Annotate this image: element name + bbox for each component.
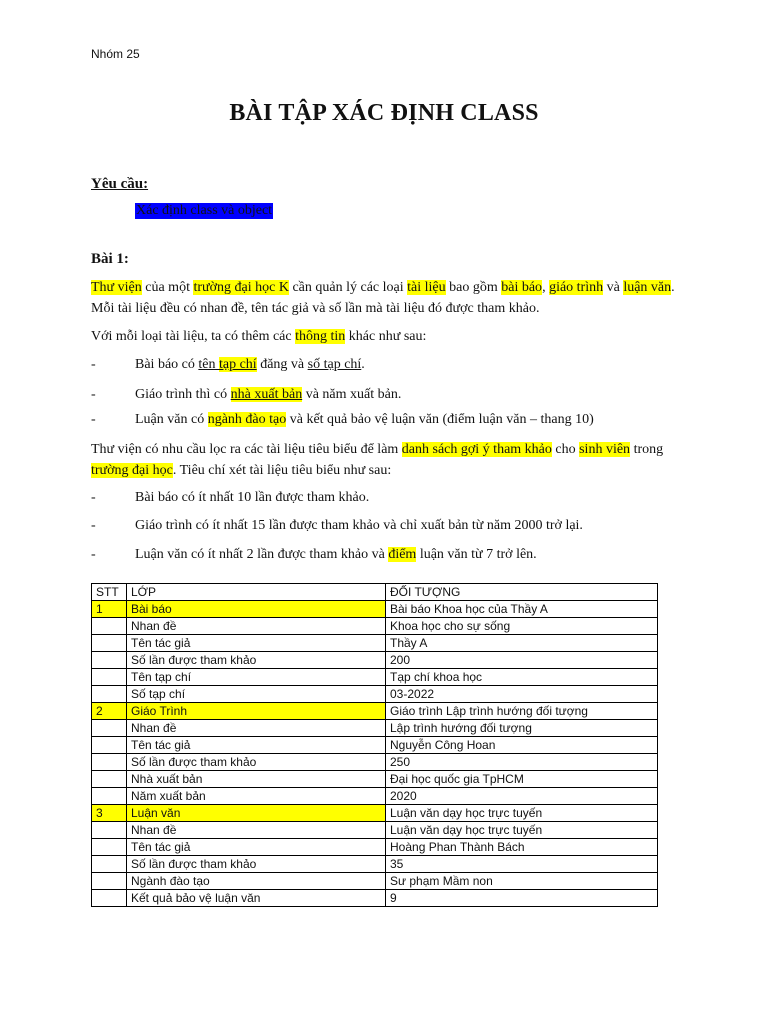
text-span: Luận văn có ít nhất 2 lần được tham khảo và <box>135 547 389 562</box>
text-span: . Tiêu chí xét tài liệu tiêu biểu như sau: <box>172 463 392 478</box>
table-cell <box>92 873 127 890</box>
text-span: . <box>361 357 365 372</box>
text-span: Bài báo có ít nhất 10 lần được tham khảo. <box>135 490 370 505</box>
requirement-item: Xác định class và object <box>136 203 273 218</box>
table-cell: Hoàng Phan Thành Bách <box>386 839 658 856</box>
paragraph-intro <box>91 277 681 319</box>
table-cell <box>92 788 127 805</box>
table-cell: Số lần được tham khảo <box>127 652 386 669</box>
text-span: Thư viện có nhu cầu lọc ra các tài liệu tiêu biểu để làm <box>91 442 402 457</box>
table-row <box>92 635 658 652</box>
table-cell: 200 <box>386 652 658 669</box>
table-cell <box>92 635 127 652</box>
text-span: đăng và <box>256 357 308 372</box>
class-object-table <box>91 583 658 907</box>
text-span: số tạp chí <box>307 357 362 372</box>
text-span: trường đại học <box>91 463 173 478</box>
table-row <box>92 839 658 856</box>
table-cell: Nhà xuất bản <box>127 771 386 788</box>
table-cell: Nguyễn Công Hoan <box>386 737 658 754</box>
table-row <box>92 601 658 618</box>
table-cell: Tên tác giả <box>127 839 386 856</box>
table-cell: 03-2022 <box>386 686 658 703</box>
table-row <box>92 652 658 669</box>
text-span: nhà xuất bản <box>230 387 303 402</box>
table-cell: Số lần được tham khảo <box>127 856 386 873</box>
requirements-heading: Yêu cầu: <box>91 176 149 192</box>
table-cell: Luận văn <box>127 805 386 822</box>
header-stt: STT <box>92 584 127 601</box>
table-cell: Sư phạm Mầm non <box>386 873 658 890</box>
table-row <box>92 737 658 754</box>
table-cell: Lập trình hướng đối tượng <box>386 720 658 737</box>
text-span: giáo trình <box>549 280 604 295</box>
table-cell <box>92 720 127 737</box>
table-row <box>92 788 658 805</box>
bullet-dash: - <box>91 387 96 402</box>
table-cell: 250 <box>386 754 658 771</box>
text-span: của một <box>141 280 194 295</box>
text-span: thông tin <box>295 329 346 344</box>
table-row <box>92 873 658 890</box>
table-cell: Số lần được tham khảo <box>127 754 386 771</box>
text-span: luận văn <box>623 280 672 295</box>
table-cell <box>92 856 127 873</box>
table-cell: 2020 <box>386 788 658 805</box>
table-row <box>92 856 658 873</box>
text-span: , <box>542 280 550 295</box>
table-cell: Số tạp chí <box>127 686 386 703</box>
table-row <box>92 822 658 839</box>
table-cell: Bài báo Khoa học của Thầy A <box>386 601 658 618</box>
table-cell: Tạp chí khoa học <box>386 669 658 686</box>
text-span: và kết quả bảo vệ luận văn (điểm luận văn – thang 10) <box>286 412 594 427</box>
table-cell: 1 <box>92 601 127 618</box>
text-span: . Mỗi tài liệu đều có nhan đề, tên tác giả và số lần mà tài liệu đó được tham khảo. <box>91 280 675 316</box>
table-cell: 35 <box>386 856 658 873</box>
header-class: LỚP <box>127 584 386 601</box>
text-span: Bài báo có <box>135 357 199 372</box>
table-cell: Giáo trình Lập trình hướng đối tượng <box>386 703 658 720</box>
table-cell: Bài báo <box>127 601 386 618</box>
paragraph-criteria <box>91 439 681 481</box>
table-row <box>92 618 658 635</box>
table-cell: Nhan đề <box>127 720 386 737</box>
bullet-dash: - <box>91 412 96 427</box>
table-cell <box>92 669 127 686</box>
table-row <box>92 771 658 788</box>
table-cell: Tên tạp chí <box>127 669 386 686</box>
table-cell: Nhan đề <box>127 822 386 839</box>
table-row <box>92 754 658 771</box>
table-cell <box>92 822 127 839</box>
bullet-dash: - <box>91 547 96 562</box>
table-cell <box>92 686 127 703</box>
table-cell <box>92 737 127 754</box>
table-row <box>92 720 658 737</box>
table-cell: Tên tác giả <box>127 737 386 754</box>
table-cell: Nhan đề <box>127 618 386 635</box>
text-span: cần quản lý các loại <box>288 280 408 295</box>
table-cell: Tên tác giả <box>127 635 386 652</box>
bullet-dash: - <box>91 518 96 533</box>
text-span: bao gồm <box>445 280 502 295</box>
table-cell: Khoa học cho sự sống <box>386 618 658 635</box>
text-span: bài báo <box>501 280 543 295</box>
table-cell <box>92 890 127 907</box>
text-span: luận văn từ 7 trở lên. <box>416 547 537 562</box>
table-cell: Kết quả bảo vệ luận văn <box>127 890 386 907</box>
table-cell <box>92 652 127 669</box>
text-span: sinh viên <box>579 442 631 457</box>
text-span: tài liệu <box>407 280 446 295</box>
text-span: tên <box>198 357 219 372</box>
exercise-heading: Bài 1: <box>91 251 129 267</box>
text-span: Giáo trình có ít nhất 15 lần được tham khảo và chỉ xuất bản từ năm 2000 trở lại. <box>135 518 583 533</box>
bullet-dash: - <box>91 490 96 505</box>
table-cell: Ngành đào tạo <box>127 873 386 890</box>
text-span: cho <box>551 442 580 457</box>
text-span: và <box>603 280 624 295</box>
group-label: Nhóm 25 <box>91 47 140 61</box>
table-cell <box>92 754 127 771</box>
table-cell: Đại học quốc gia TpHCM <box>386 771 658 788</box>
table-cell <box>92 618 127 635</box>
table-row <box>92 703 658 720</box>
text-span: Với mỗi loại tài liệu, ta có thêm các <box>91 329 296 344</box>
text-span: Thư viện <box>91 280 142 295</box>
page-title: BÀI TẬP XÁC ĐỊNH CLASS <box>229 100 539 126</box>
header-object: ĐỐI TƯỢNG <box>386 584 658 601</box>
table-cell: Giáo Trình <box>127 703 386 720</box>
table-cell: Thầy A <box>386 635 658 652</box>
text-span: và năm xuất bản. <box>302 387 402 402</box>
table-row <box>92 890 658 907</box>
table-row <box>92 686 658 703</box>
paragraph-info <box>91 326 681 347</box>
text-span: trong <box>630 442 664 457</box>
text-span: ngành đào tạo <box>207 412 287 427</box>
text-span: danh sách gợi ý tham khảo <box>401 442 552 457</box>
table-cell: 9 <box>386 890 658 907</box>
table-cell: Luận văn dạy học trực tuyến <box>386 805 658 822</box>
text-span: điểm <box>388 547 417 562</box>
table-cell <box>92 771 127 788</box>
text-span: khác như sau: <box>345 329 427 344</box>
table-cell: 3 <box>92 805 127 822</box>
text-span: tạp chí <box>218 357 257 372</box>
text-span: Luận văn có <box>135 412 208 427</box>
table-row <box>92 669 658 686</box>
text-span: Giáo trình thì có <box>135 387 231 402</box>
table-header-row <box>92 584 658 601</box>
table-row <box>92 805 658 822</box>
bullet-dash: - <box>91 357 96 372</box>
table-cell <box>92 839 127 856</box>
text-span: trường đại học K <box>193 280 289 295</box>
table-cell: 2 <box>92 703 127 720</box>
table-cell: Luận văn dạy học trực tuyến <box>386 822 658 839</box>
table-cell: Năm xuất bản <box>127 788 386 805</box>
